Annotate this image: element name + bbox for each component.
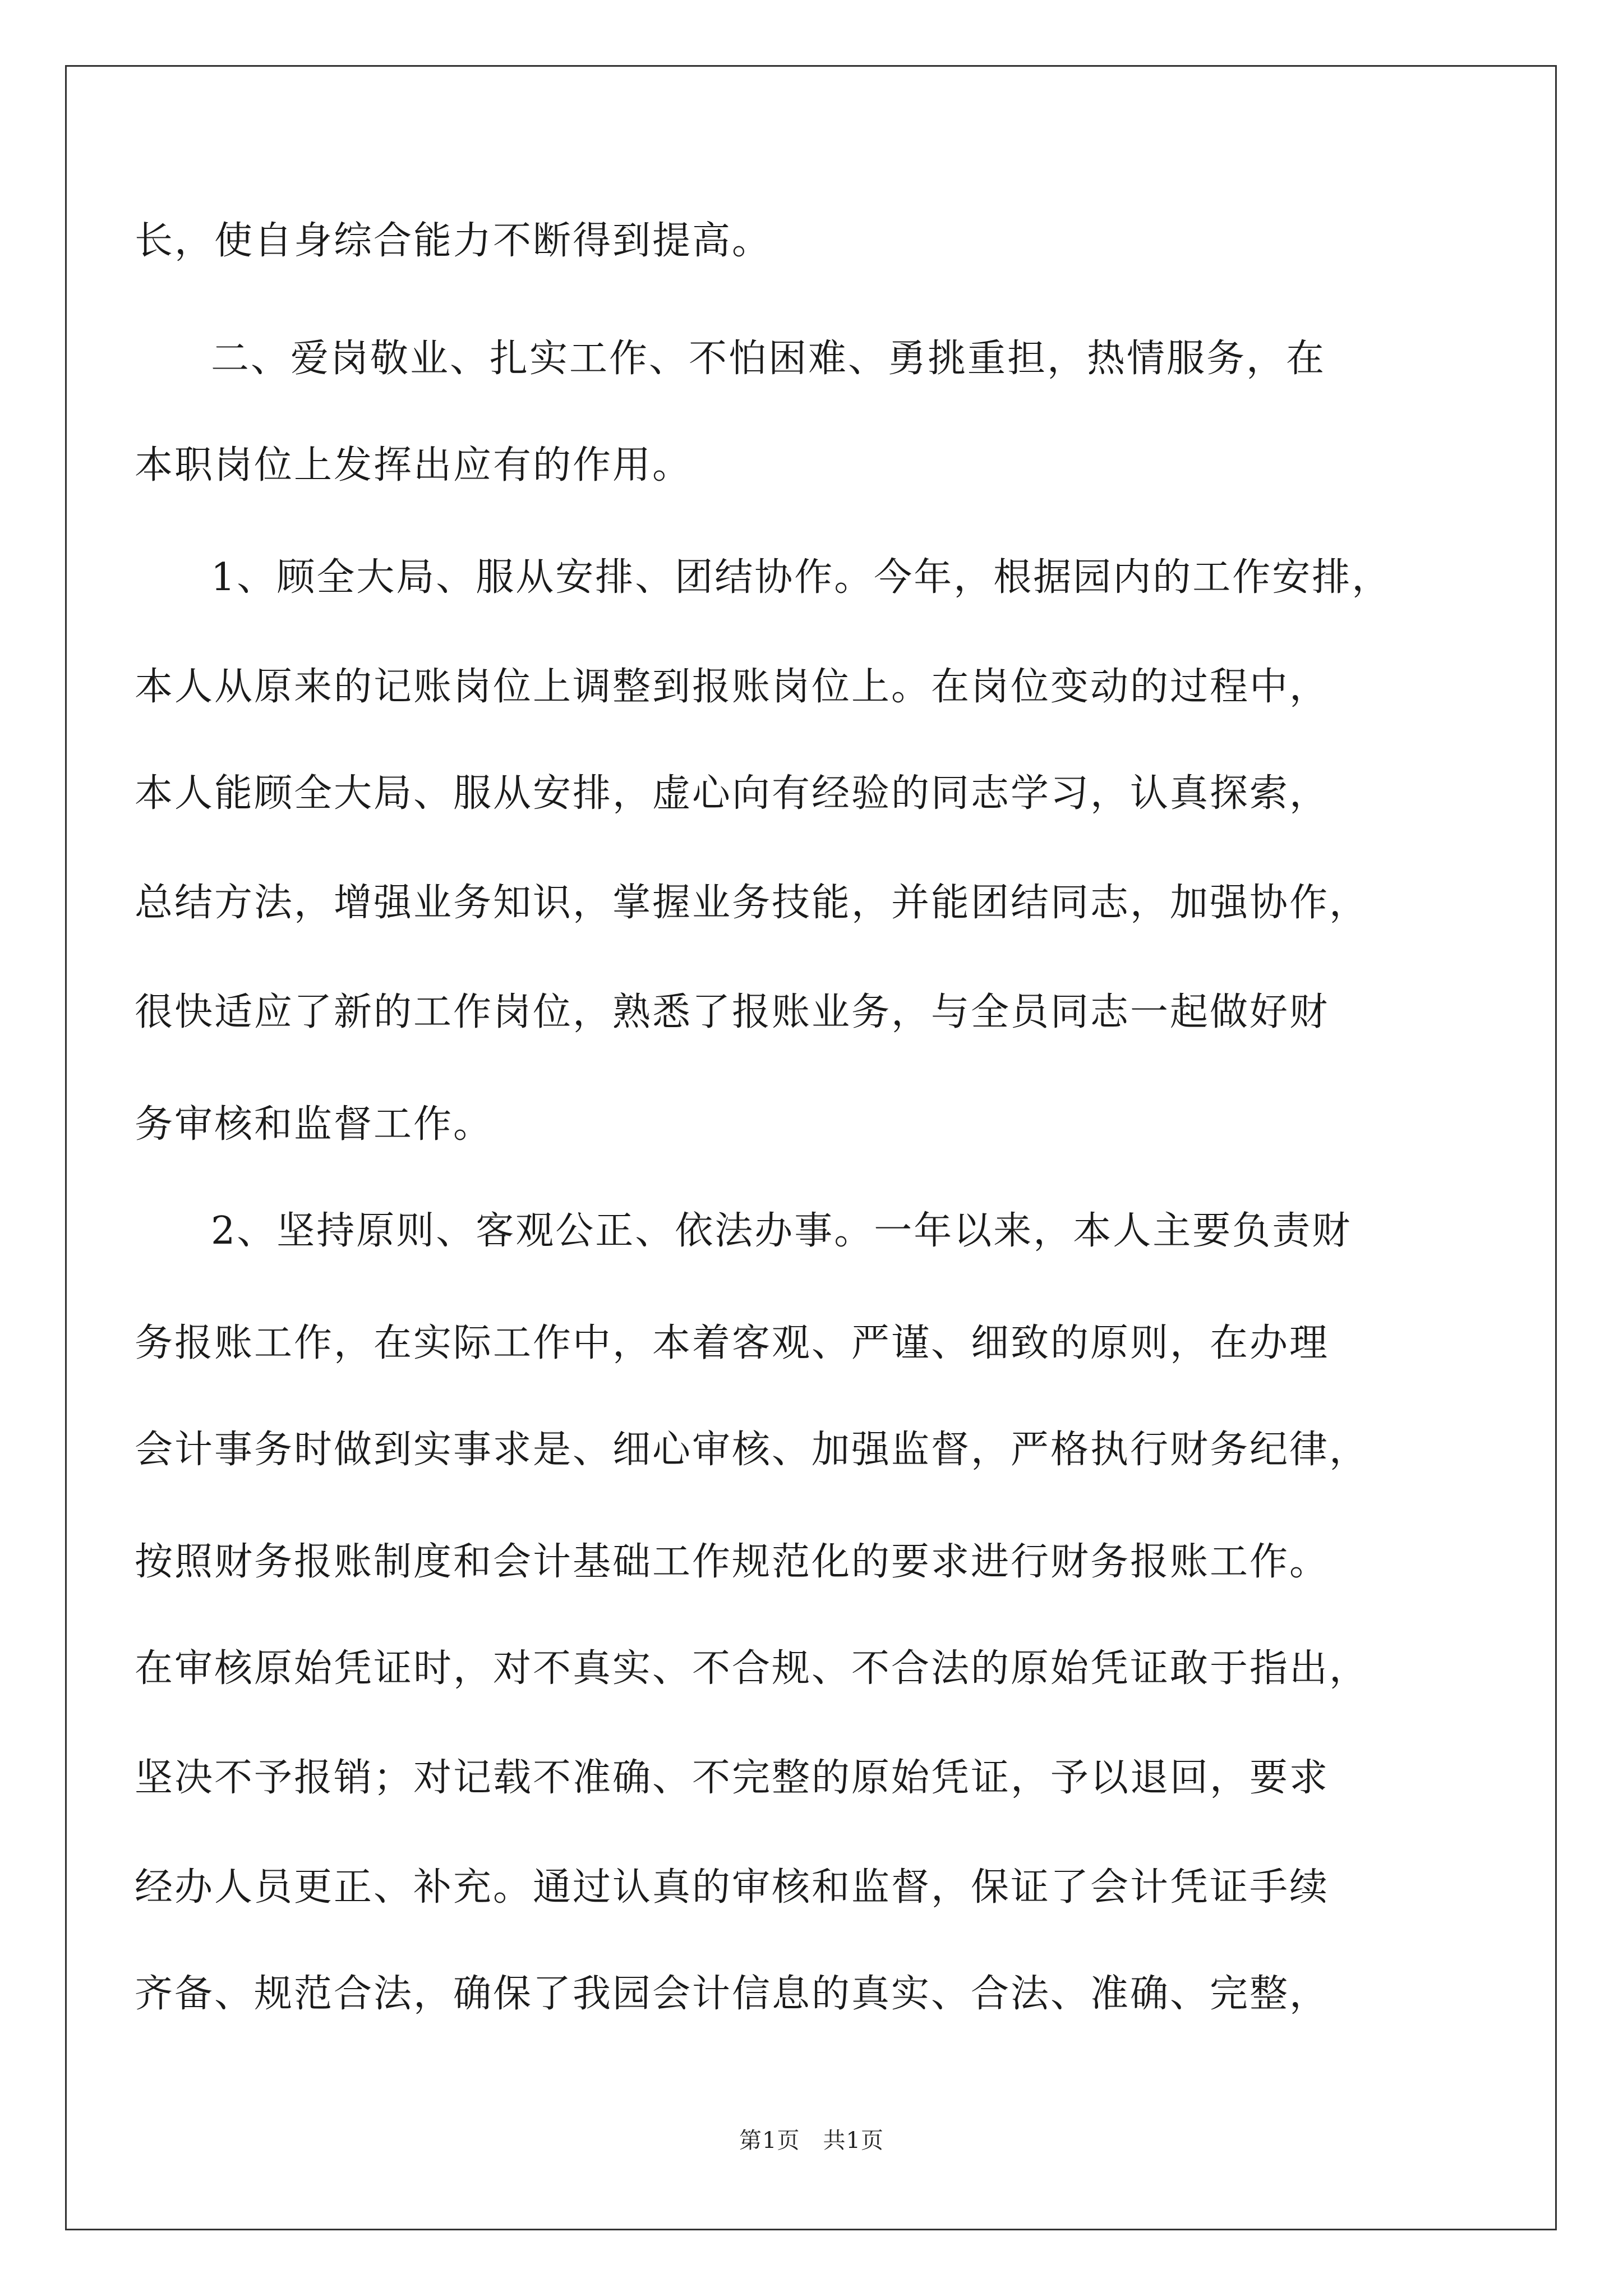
text-line: 按照财务报账制度和会计基础工作规范化的要求进行财务报账工作。	[135, 1540, 1330, 1584]
text-line: 总结方法，增强业务知识，掌握业务技能，并能团结同志，加强协作，	[135, 881, 1370, 925]
text-line: 会计事务时做到实事求是、细心审核、加强监督，严格执行财务纪律，	[135, 1428, 1370, 1472]
text-line: 本人能顾全大局、服从安排，虚心向有经验的同志学习，认真探索，	[135, 771, 1330, 816]
text-line: 长，使自身综合能力不断得到提高。	[135, 219, 772, 263]
text-line: 经办人员更正、补充。通过认真的审核和监督，保证了会计凭证手续	[135, 1865, 1330, 1910]
text-line: 本人从原来的记账岗位上调整到报账岗位上。在岗位变动的过程中，	[135, 665, 1330, 709]
text-line: 很快适应了新的工作岗位，熟悉了报账业务，与全员同志一起做好财	[135, 990, 1330, 1034]
text-line: 务审核和监督工作。	[135, 1102, 494, 1147]
text-line: 2、坚持原则、客观公正、依法办事。一年以来，本人主要负责财	[211, 1209, 1352, 1253]
text-line: 本职岗位上发挥出应有的作用。	[135, 443, 693, 487]
text-line: 坚决不予报销；对记载不准确、不完整的原始凭证，予以退回，要求	[135, 1756, 1330, 1800]
text-line: 二、爱岗敬业、扎实工作、不怕困难、勇挑重担，热情服务，在	[211, 337, 1326, 381]
text-line: 齐备、规范合法，确保了我园会计信息的真实、合法、准确、完整，	[135, 1972, 1330, 2016]
text-line: 1、顾全大局、服从安排、团结协作。今年，根据园内的工作安排，	[211, 555, 1392, 600]
page-number-footer: 第1页 共1页	[739, 2128, 884, 2154]
text-line: 在审核原始凭证时，对不真实、不合规、不合法的原始凭证敢于指出，	[135, 1646, 1370, 1691]
text-line: 务报账工作，在实际工作中，本着客观、严谨、细致的原则，在办理	[135, 1321, 1330, 1365]
